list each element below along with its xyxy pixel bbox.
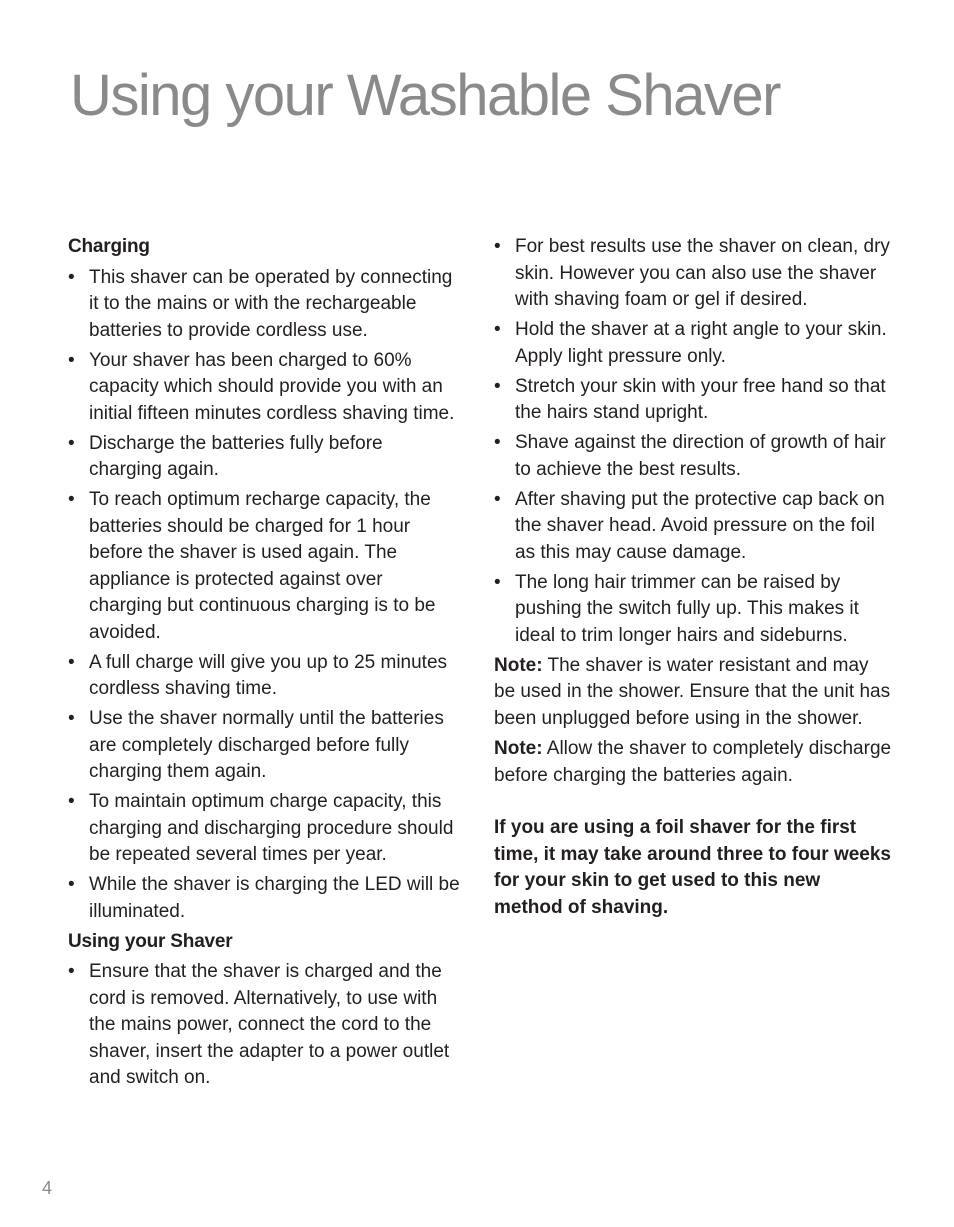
using-list: [68, 959, 460, 1092]
list-item: • While the shaver is charging the LED will be illuminated.: [68, 872, 460, 925]
list-item: • Use the shaver normally until the batteries are completely discharged before fully charging them again.: [68, 706, 460, 786]
page-title: Using your Washable Shaver: [70, 63, 780, 128]
list-item: • This shaver can be operated by connecting it to the mains or with the rechargeable batteries to provide cordless use.: [68, 265, 460, 345]
shaving-tips-list: [494, 234, 894, 649]
note-label: Note:: [494, 738, 543, 759]
list-item: • Discharge the batteries fully before charging again.: [68, 431, 460, 484]
list-item: • A full charge will give you up to 25 minutes cordless shaving time.: [68, 650, 460, 703]
note-water-resistant: [494, 653, 894, 733]
foil-shaver-advice: If you are using a foil shaver for the first time, it may take around three to four weeks for your skin to get used to this new method of shaving.: [494, 817, 891, 918]
note-label: Note:: [494, 654, 543, 676]
charging-heading: Charging: [68, 236, 150, 257]
list-item: • To maintain optimum charge capacity, this charging and discharging procedure should be repeated several times per year.: [68, 789, 460, 869]
using-heading: Using your Shaver: [68, 930, 233, 952]
list-item: • Stretch your skin with your free hand so that the hairs stand upright.: [494, 374, 894, 427]
note-discharge: [494, 736, 894, 789]
note-text: Allow the shaver to completely discharge before charging the batteries again.: [494, 738, 892, 786]
right-column: [494, 234, 894, 940]
list-item: • For best results use the shaver on clean, dry skin. However you can also use the shaver with shaving foam or gel if desired.: [494, 234, 894, 314]
charging-list: [68, 265, 460, 926]
left-column: [68, 234, 460, 1095]
list-item: • Shave against the direction of growth of hair to achieve the best results.: [494, 430, 894, 483]
list-item: • The long hair trimmer can be raised by pushing the switch fully up. This makes it ideal to trim longer hairs and sideburns.: [494, 570, 894, 650]
list-item: • Ensure that the shaver is charged and the cord is removed. Alternatively, to use with the mains power, connect the cord to the shaver, insert the adapter to a power outlet and switch on.: [68, 959, 460, 1092]
list-item: • After shaving put the protective cap back on the shaver head. Avoid pressure on the foil as this may cause damage.: [494, 487, 894, 567]
note-text: The shaver is water resistant and may be used in the shower. Ensure that the unit has been unplugged before using in the shower.: [494, 654, 891, 729]
list-item: • Your shaver has been charged to 60% capacity which should provide you with an initial fifteen minutes cordless shaving time.: [68, 348, 460, 428]
list-item: • Hold the shaver at a right angle to your skin. Apply light pressure only.: [494, 317, 894, 370]
page-number: 4: [42, 1178, 53, 1198]
list-item: • To reach optimum recharge capacity, the batteries should be charged for 1 hour before the shaver is used again. The appliance is protected against over charging but continuous charging is to be avoided.: [68, 487, 460, 646]
